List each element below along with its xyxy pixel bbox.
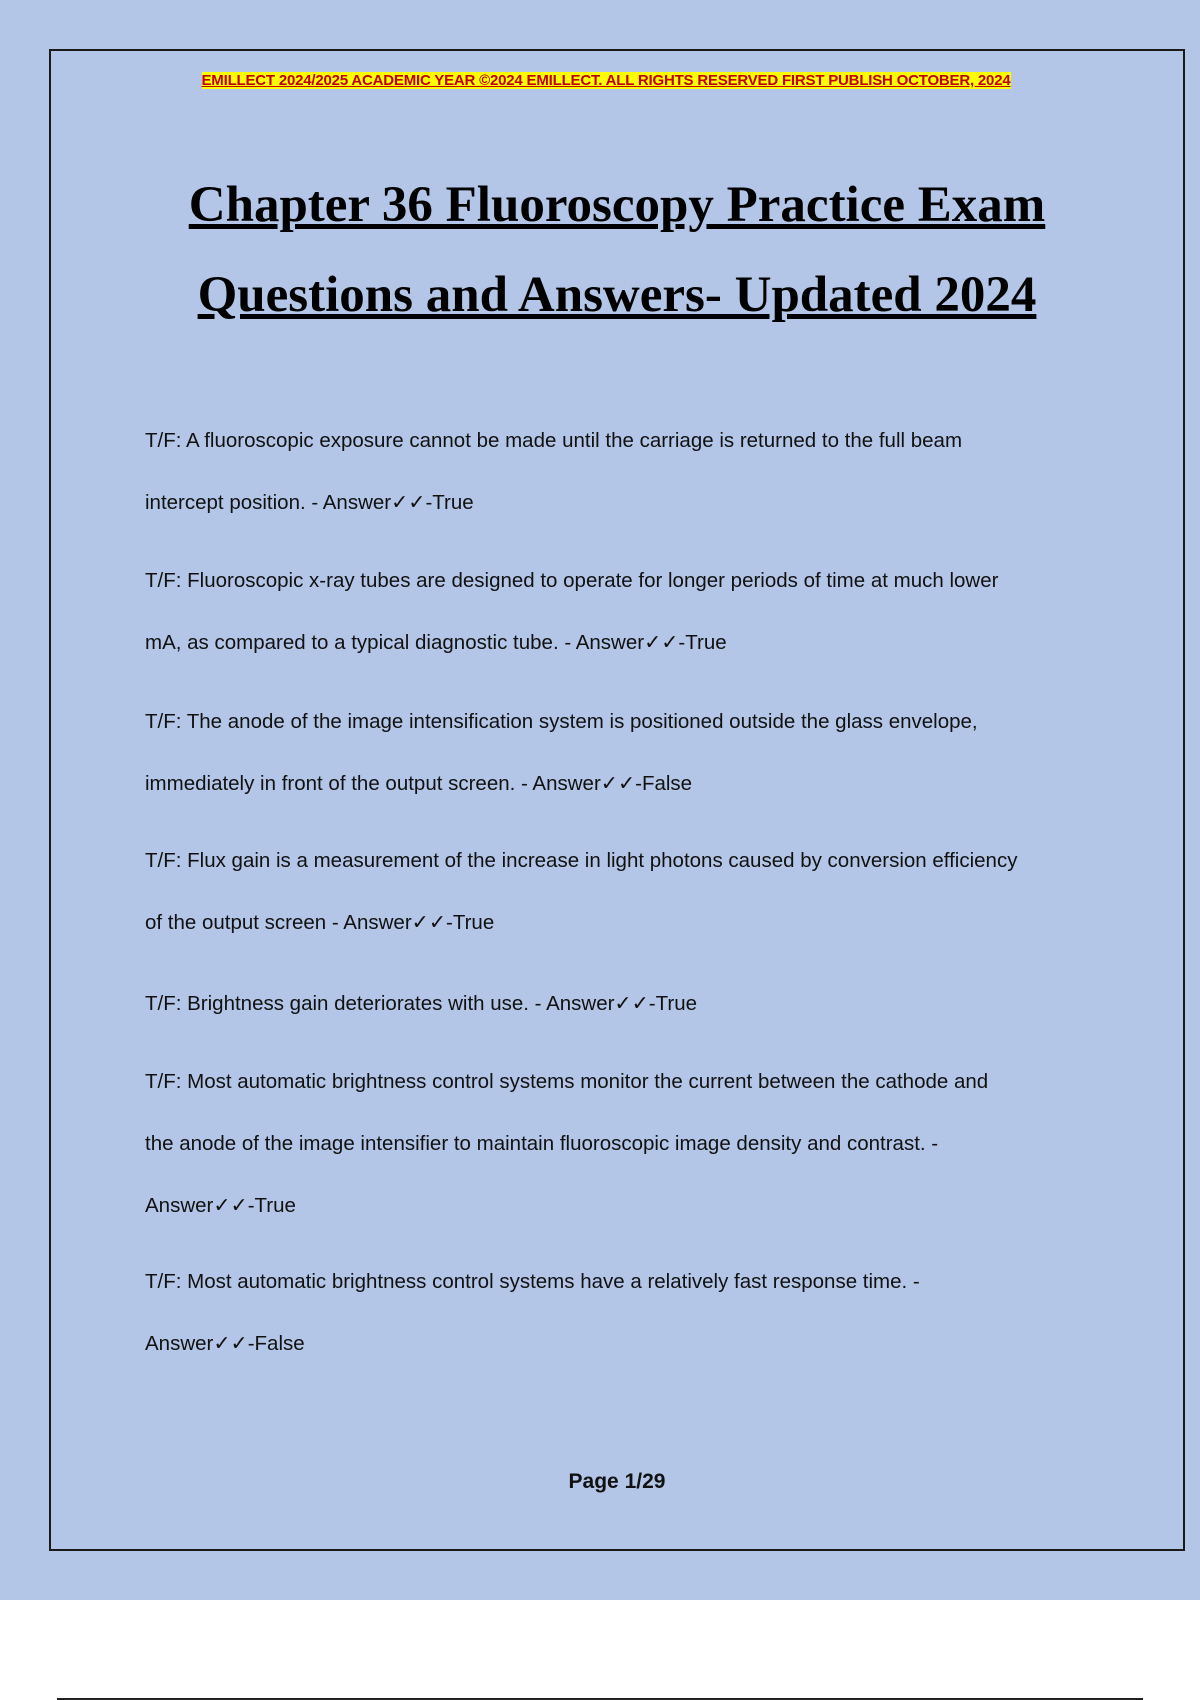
- question-1-line-2: intercept position. - Answer✓✓-True: [145, 491, 474, 514]
- question-3: [145, 691, 1085, 815]
- question-6-line-3: Answer✓✓-True: [145, 1194, 296, 1217]
- question-4-line-2: of the output screen - Answer✓✓-True: [145, 911, 495, 934]
- question-7: [145, 1251, 1085, 1375]
- question-7-line-1: T/F: Most automatic brightness control systems have a relatively fast response time. -: [145, 1270, 920, 1293]
- question-6: [145, 1051, 1085, 1237]
- page-number: Page 1/29: [568, 1470, 666, 1493]
- copyright-text: EMILLECT 2024/2025 ACADEMIC YEAR ©2024 EMILLECT. ALL RIGHTS RESERVED FIRST PUBLISH OCTOBER, 2024: [201, 72, 1011, 89]
- question-4: [145, 830, 1085, 954]
- question-7-line-2: Answer✓✓-False: [145, 1332, 305, 1355]
- question-1-line-1: T/F: A fluoroscopic exposure cannot be made until the carriage is returned to the full beam: [145, 429, 963, 452]
- copyright-header: [145, 72, 1067, 90]
- question-2-line-2: mA, as compared to a typical diagnostic tube. - Answer✓✓-True: [145, 631, 727, 654]
- question-3-line-1: T/F: The anode of the image intensification system is positioned outside the glass envelope,: [145, 710, 978, 733]
- question-3-line-2: immediately in front of the output screen. - Answer✓✓-False: [145, 772, 693, 795]
- question-6-line-1: T/F: Most automatic brightness control systems monitor the current between the cathode and: [145, 1070, 989, 1093]
- question-4-line-1: T/F: Flux gain is a measurement of the increase in light photons caused by conversion efficiency: [145, 849, 1018, 872]
- question-5: [145, 973, 1085, 1035]
- document-title: [60, 160, 1174, 340]
- question-2-line-1: T/F: Fluoroscopic x-ray tubes are designed to operate for longer periods of time at much lower: [145, 569, 999, 592]
- question-2: [145, 550, 1085, 674]
- title-line-1: Chapter 36 Fluoroscopy Practice Exam: [188, 177, 1046, 233]
- question-5-line-1: T/F: Brightness gain deteriorates with use. - Answer✓✓-True: [145, 992, 697, 1015]
- question-6-line-2: the anode of the image intensifier to maintain fluoroscopic image density and contrast. -: [145, 1132, 939, 1155]
- title-line-2: Questions and Answers- Updated 2024: [197, 267, 1037, 323]
- question-1: [145, 410, 1085, 534]
